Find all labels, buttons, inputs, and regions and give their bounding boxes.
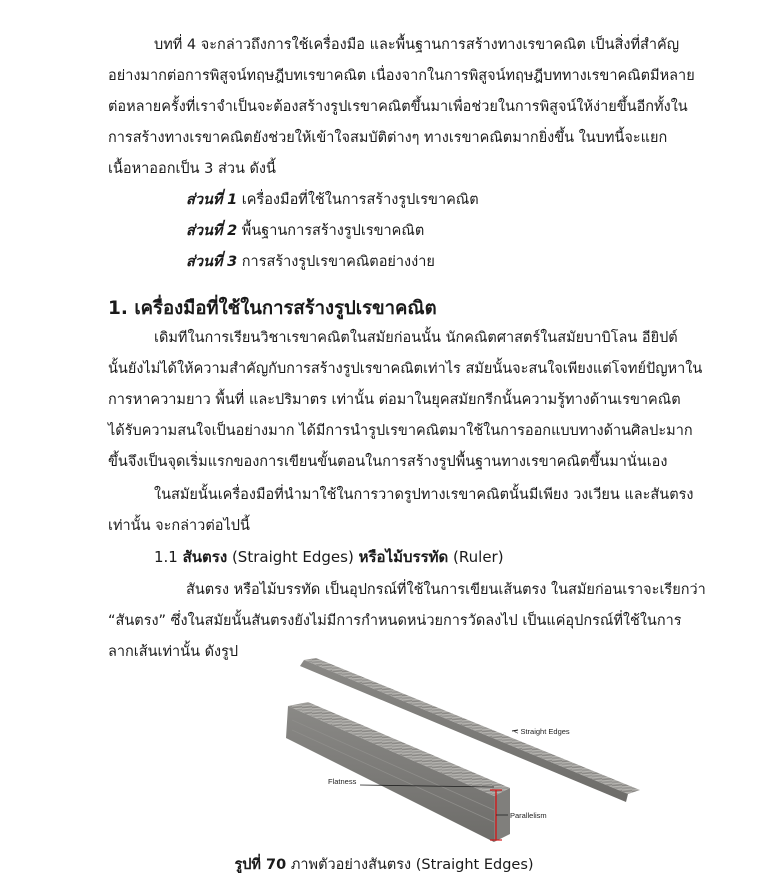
part-number: 3 [227, 254, 238, 270]
section-para1-line-1: เดิมทีในการเรียนวิชาเรขาคณิตในสมัยก่อนนั้น นักคณิตศาสตร์ในสมัยบาบิโลน อียิปต์ [154, 330, 678, 346]
section-para2-line-2: เท่านั้น จะกล่าวต่อไปนี้ [108, 518, 250, 534]
section-para1-line-3: การหาความยาว พื้นที่ และปริมาตร เท่านั้น ต่อมาในยุคสมัยกรีกนั้นความรู้ทางด้านเรขาคณิต [108, 392, 681, 408]
ruler-front [286, 702, 510, 842]
intro-line-5: เนื้อหาออกเป็น 3 ส่วน ดังนี้ [108, 161, 276, 177]
subsection-alt-th: หรือไม้บรรทัด [358, 548, 449, 566]
subsection-alt-en: (Ruler) [453, 548, 504, 566]
part-label: ส่วนที่ [186, 223, 223, 239]
part-label: ส่วนที่ [186, 254, 223, 270]
subsection-heading [154, 547, 504, 567]
intro-line-1: บทที่ 4 จะกล่าวถึงการใช้เครื่องมือ และพื้นฐานการสร้างทางเรขาคณิต เป็นสิ่งที่สำคัญ [154, 37, 680, 53]
part-text: เครื่องมือที่ใช้ในการสร้างรูปเรขาคณิต [241, 192, 479, 208]
section-para1-line-5: ขึ้นจึงเป็นจุดเริ่มแรกของการเขียนขั้นตอนในการสร้างรูปพื้นฐานทางเรขาคณิตขึ้นมานั่นเอง [108, 454, 668, 470]
section-para1-line-2: นั้นยังไม่ได้ให้ความสำคัญกับการสร้างรูปเรขาคณิตเท่าไร สมัยนั้นจะสนใจเพียงแต่โจทย์ปัญหาใน [108, 361, 703, 377]
figure-caption [0, 853, 768, 876]
subsection-para-line-1: สันตรง หรือไม้บรรทัด เป็นอุปกรณ์ที่ใช้ในการเขียนเส้นตรง ในสมัยก่อนเราจะเรียกว่า [186, 582, 706, 598]
part-text: การสร้างรูปเรขาคณิตอย่างง่าย [241, 254, 435, 270]
subsection-para-line-3: ลากเส้นเท่านั้น ดังรูป [108, 644, 239, 660]
subsection-title-th: สันตรง [182, 548, 228, 566]
label-straight-edges: < Straight Edges [514, 727, 570, 736]
part-number: 2 [227, 223, 238, 239]
intro-line-3: ต่อหลายครั้งที่เราจำเป็นจะต้องสร้างรูปเรขาคณิตขึ้นมาเพื่อช่วยในการพิสูจน์ให้ง่ายขึ้นอีกทั้งใน [108, 99, 688, 115]
caption-text: ภาพตัวอย่างสันตรง (Straight Edges) [290, 857, 534, 873]
part-number: 1 [227, 192, 238, 208]
straight-edges-figure [282, 650, 702, 850]
part-label: ส่วนที่ [186, 192, 223, 208]
section-para1-line-4: ได้รับความสนใจเป็นอย่างมาก ได้มีการนำรูปเรขาคณิตมาใช้ในการออกแบบทางด้านศิลปะมาก [108, 423, 693, 439]
part-text: พื้นฐานการสร้างรูปเรขาคณิต [241, 223, 425, 239]
label-parallelism: Parallelism [510, 811, 547, 820]
subsection-number: 1.1 [154, 548, 178, 566]
section-heading: 1. เครื่องมือที่ใช้ในการสร้างรูปเรขาคณิต [108, 298, 437, 319]
caption-label: รูปที่ 70 [234, 857, 287, 873]
part-2 [186, 221, 424, 241]
part-3 [186, 252, 435, 272]
intro-line-4: การสร้างทางเรขาคณิตยังช่วยให้เข้าใจสมบัติต่างๆ ทางเรขาคณิตมากยิ่งขึ้น ในบทนี้จะแยก [108, 130, 668, 146]
section-para2-line-1: ในสมัยนั้นเครื่องมือที่นำมาใช้ในการวาดรูปทางเรขาคณิตนั้นมีเพียง วงเวียน และสันตรง [154, 487, 694, 503]
subsection-title-en: (Straight Edges) [231, 548, 354, 566]
subsection-para-line-2: “สันตรง” ซึ่งในสมัยนั้นสันตรงยังไม่มีการกำหนดหน่วยการวัดลงไป เป็นแค่อุปกรณ์ที่ใช้ในการ [108, 613, 682, 629]
label-flatness: Flatness [328, 777, 357, 786]
intro-line-2: อย่างมากต่อการพิสูจน์ทฤษฎีบทเรขาคณิต เนื่องจากในการพิสูจน์ทฤษฎีบททางเรขาคณิตมีหลาย [108, 68, 695, 84]
part-1 [186, 190, 479, 210]
